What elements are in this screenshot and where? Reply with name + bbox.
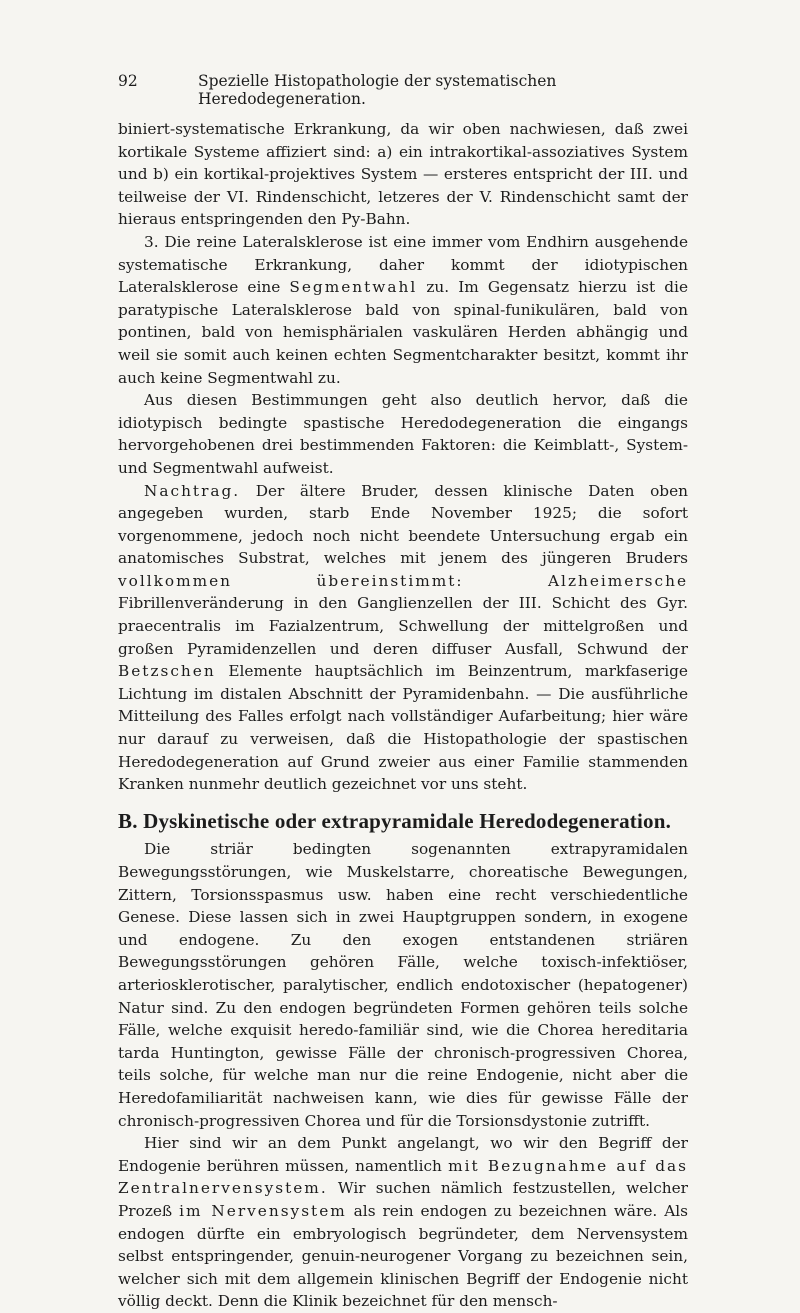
page-number: 92 [118,72,138,90]
text-run: Hier sind wir an dem Punkt angelangt, wo wir den Begriff der Endogenie berühren müssen, namentlich [118,1134,688,1175]
emphasis-spaced: mit Bezugnahme auf das Zentralnervensystem. [118,1156,689,1198]
paragraph [118,480,688,796]
text-run: Wir suchen nämlich festzustellen, welcher Prozeß [118,1179,688,1220]
paragraph: Aus diesen Bestimmungen geht also deutlich hervor, daß die idiotypisch bedingte spastische Heredodegeneration die eingangs hervorgehobenen drei bestimmenden Faktoren: die Keimblatt-, System- und Segmentwahl aufweist. [118,391,688,477]
paragraph: biniert-systematische Erkrankung, da wir oben nachwiesen, daß zwei kortikale Systeme affiziert sind: a) ein intrakortikal-assoziatives System und b) ein kortikal-projektives System — ersteres entspricht der III. und teilweise der VI. Rindenschicht, letzeres der V. Rindenschicht samt der hieraus entspringenden den Py-Bahn. [118,120,688,229]
emphasis-spaced: Betzschen [118,662,216,681]
emphasis-spaced: Segmentwahl [289,278,418,297]
paragraph [118,231,688,389]
running-header [118,72,688,108]
text-run: 3. Die reine Lateralsklerose ist eine immer vom Endhirn ausgehende systematische Erkrankung, daher kommt der idiotypischen Lateralsklerose eine [118,232,688,297]
emphasis-spaced: Nachtrag. [144,481,241,500]
text-run: zu. Im Gegensatz hierzu ist die paratypische Lateralsklerose bald von spinal-funikulären, bald von pontinen, bald von hemisphärialen vaskulären Herden abhängig und weil sie somit auch keinen echten Segmentcharakter besitzt, kommt ihr auch keine Segmentwahl zu. [118,278,688,387]
text-run: Elemente hauptsächlich im Beinzentrum, markfaserige Lichtung im distalen Abschnitt der Pyramidenbahn. — Die ausführliche Mitteilung des Falles erfolgt nach vollständiger Aufarbeitung; hier wäre nur darauf zu verweisen, daß die Histopathologie der spastischen Heredodegeneration auf Grund zweier aus einer Familie stammenden Kranken nunmehr deutlich gezeichnet vor uns steht. [118,662,688,794]
emphasis-spaced: vollkommen übereinstimmt: Alzheimersche [118,571,688,590]
text-run: als rein endogen zu bezeichnen wäre. Als endogen dürfte ein embryologisch begründeter, dem Nervensystem selbst entspringender, genuin-neurogener Vorgang zu bezeichnen sein, welcher sich mit dem allgemein klinischen Begriff der Endogenie nicht völlig deckt. Denn die Klinik bezeichnet für den mensch- [118,1201,688,1311]
emphasis-spaced: im Nervensystem [179,1201,347,1220]
text-run: Der ältere Bruder, dessen klinische Daten oben angegeben wurden, starb Ende November 1925; die sofort vorgenommene, jedoch noch nicht beendete Untersuchung ergab ein anatomisches Substrat, welches mit jenem des jüngeren Bruders [118,481,688,568]
paragraph [118,1132,688,1313]
paragraph: Die striär bedingten sogenannten extrapyramidalen Bewegungsstörungen, wie Muskelstarre, choreatische Bewegungen, Zittern, Torsionsspasmus usw. haben eine recht verschiedentliche Genese. Diese lassen sich in zwei Hauptgruppen sondern, in exogene und endogene. Zu den exogen entstandenen striären Bewegungsstörungen gehören Fälle, welche toxisch-infektiöser, arteriosklerotischer, paralytischer, endlich endotoxischer (hepatogener) Natur sind. Zu den endogen begründeten Formen gehören teils solche Fälle, welche exquisit heredo-familiär sind, wie die Chorea hereditaria tarda Huntington, gewisse Fälle der chronisch-progressiven Chorea, teils solche, für welche man nur die reine Endogenie, nicht aber die Heredofamiliarität nachweisen kann, wie dies für gewisse Fälle der chronisch-progressiven Chorea und für die Torsionsdystonie zutrifft. [118,840,688,1130]
text-run: Fibrillenveränderung in den Ganglienzellen der III. Schicht des Gyr. praecentralis im Fazialzentrum, Schwellung der mittelgroßen und großen Pyramidenzellen und deren diffuser Ausfall, Schwund der [118,594,688,658]
section-heading: B. Dyskinetische oder extrapyramidale Heredodegeneration. [118,808,672,833]
body-text [118,118,688,1313]
running-title: Spezielle Histopathologie der systematischen Heredodegeneration. [198,72,557,108]
